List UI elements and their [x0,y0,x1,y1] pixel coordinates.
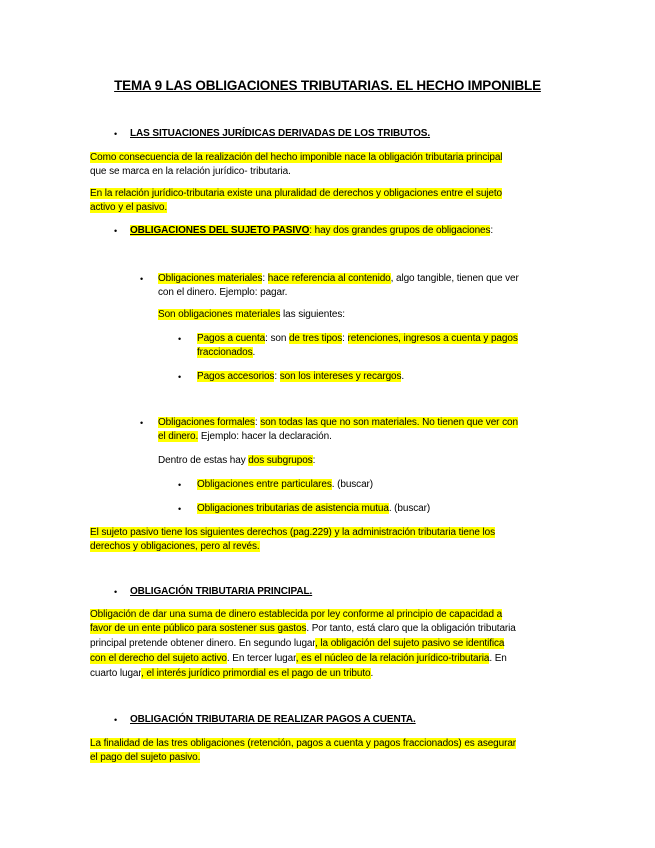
paragraph-line: que se marca en la relación jurídico- tributaria. [90,166,291,177]
paragraph-line: Obligación de dar una suma de dinero establecida por ley conforme al principio de capacidad a [90,609,503,620]
paragraph-line: Dentro de estas hay dos subgrupos: [158,455,316,466]
bullet-marker: • [114,129,118,139]
paragraph-line: Obligaciones formales: son todas las que no son materiales. No tienen que ver con [158,417,518,428]
paragraph-line: principal pretende obtener dinero. En segundo lugar, la obligación del sujeto pasivo se identifica [90,638,505,649]
bullet-marker: • [178,504,182,514]
paragraph-line: el dinero. Ejemplo: hacer la declaración. [158,431,332,442]
list-item: Pagos accesorios: son los intereses y recargos. [197,371,405,382]
list-item: Obligaciones tributarias de asistencia mutua. (buscar) [197,503,431,514]
paragraph-line: Obligaciones materiales: hace referencia al contenido, algo tangible, tienen que ver [158,273,519,284]
paragraph-line: con el derecho del sujeto activo. En tercer lugar, es el núcleo de la relación jurídico-tributaria. En [90,653,507,664]
paragraph-line: Como consecuencia de la realización del hecho imponible nace la obligación tributaria principal [90,152,503,163]
paragraph-line: derechos y obligaciones, pero al revés. [90,541,260,552]
paragraph-line: con el dinero. Ejemplo: pagar. [158,287,288,298]
bullet-marker: • [140,418,144,428]
bullet-marker: • [178,334,182,344]
list-item: fraccionados. [197,347,256,358]
paragraph-line: En la relación jurídico-tributaria existe una pluralidad de derechos y obligaciones entre el sujeto [90,188,503,199]
paragraph-line: Son obligaciones materiales las siguientes: [158,309,345,320]
bullet-marker: • [114,715,118,725]
section-heading-sujeto-pasivo: OBLIGACIONES DEL SUJETO PASIVO: hay dos grandes grupos de obligaciones: [130,225,494,236]
paragraph-line: favor de un ente público para sostener sus gastos. Por tanto, está claro que la obligación tributaria [90,623,516,634]
bullet-marker: • [114,226,118,236]
bullet-marker: • [114,587,118,597]
bullet-marker: • [178,372,182,382]
paragraph-line: el pago del sujeto pasivo. [90,752,201,763]
section-heading-obligacion-principal: OBLIGACIÓN TRIBUTARIA PRINCIPAL. [130,586,313,597]
section-heading-situaciones: LAS SITUACIONES JURÍDICAS DERIVADAS DE LOS TRIBUTOS. [130,128,431,139]
paragraph-line: cuarto lugar, el interés jurídico primordial es el pago de un tributo. [90,668,374,679]
paragraph-line: El sujeto pasivo tiene los siguientes derechos (pag.229) y la administración tributaria tiene los [90,527,495,538]
paragraph-line: La finalidad de las tres obligaciones (retención, pagos a cuenta y pagos fraccionados) es asegurar [90,738,517,749]
paragraph-line: activo y el pasivo. [90,202,168,213]
list-item: Pagos a cuenta: son de tres tipos: retenciones, ingresos a cuenta y pagos [197,333,518,344]
page-title: TEMA 9 LAS OBLIGACIONES TRIBUTARIAS. EL HECHO IMPONIBLE [114,78,541,93]
list-item: Obligaciones entre particulares. (buscar) [197,479,373,490]
bullet-marker: • [178,480,182,490]
section-heading-pagos-a-cuenta: OBLIGACIÓN TRIBUTARIA DE REALIZAR PAGOS A CUENTA. [130,714,416,725]
bullet-marker: • [140,274,144,284]
